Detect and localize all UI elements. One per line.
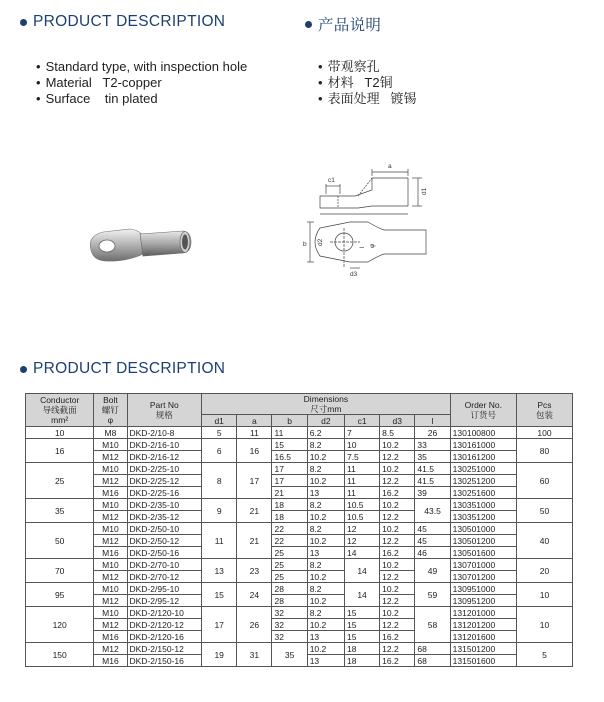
table-cell: 12.2 <box>380 619 415 631</box>
table-cell: 8.2 <box>307 583 344 595</box>
table-row <box>26 559 573 571</box>
table-cell: 8.2 <box>307 499 344 511</box>
table-cell: DKD-2/35-10 <box>127 499 202 511</box>
table-cell: 25 <box>26 463 94 499</box>
table-cell: 18 <box>344 643 379 655</box>
table-cell: 10.2 <box>307 643 344 655</box>
table-cell: DKD-2/120-12 <box>127 619 202 631</box>
table-cell: 8.2 <box>307 463 344 475</box>
table-cell: 8.2 <box>307 607 344 619</box>
table-cell: M10 <box>94 439 127 451</box>
table-cell: 17 <box>272 463 307 475</box>
table-cell: 13 <box>307 547 344 559</box>
drawing-label-phi: φ <box>369 243 376 248</box>
table-cell: 131201200 <box>450 619 516 631</box>
table-cell: M12 <box>94 451 127 463</box>
table-cell: 130501600 <box>450 547 516 559</box>
table-cell: 25 <box>272 547 307 559</box>
table-cell: DKD-2/16-10 <box>127 439 202 451</box>
table-cell: 11 <box>237 427 272 439</box>
table-cell: 50 <box>516 499 572 523</box>
table-row <box>26 499 573 511</box>
bullet-dot-icon <box>305 21 312 28</box>
table-cell: 15 <box>202 583 237 607</box>
table-row <box>26 451 573 463</box>
table-cell: 14 <box>344 547 379 559</box>
table-cell: 7 <box>344 427 379 439</box>
drawing-label-d1: d1 <box>421 187 428 195</box>
table-row <box>26 547 573 559</box>
table-cell: 25 <box>272 571 307 583</box>
table-cell: 43.5 <box>415 499 450 523</box>
table-cell: 130951200 <box>450 595 516 607</box>
table-cell: 131501200 <box>450 643 516 655</box>
table-cell: 58 <box>415 607 450 643</box>
table-cell: 13 <box>202 559 237 583</box>
table-cell: 70 <box>26 559 94 583</box>
table-cell: DKD-2/50-16 <box>127 547 202 559</box>
table-cell: 50 <box>26 523 94 559</box>
table-cell: 150 <box>26 643 94 667</box>
table-cell: M16 <box>94 631 127 643</box>
bullet-dot-icon <box>20 19 27 26</box>
table-cell: DKD-2/50-10 <box>127 523 202 535</box>
table-cell: 45 <box>415 523 450 535</box>
table-cell: DKD-2/16-12 <box>127 451 202 463</box>
table-row <box>26 523 573 535</box>
table-cell: 6.2 <box>307 427 344 439</box>
table-cell: DKD-2/150-12 <box>127 643 202 655</box>
table-cell: 8.2 <box>307 439 344 451</box>
table-cell: M16 <box>94 487 127 499</box>
table-cell: M12 <box>94 535 127 547</box>
table-row <box>26 475 573 487</box>
table-cell: 12 <box>344 535 379 547</box>
table-cell: 5 <box>516 643 572 667</box>
table-cell: DKD-2/120-16 <box>127 631 202 643</box>
table-cell: 10.2 <box>307 595 344 607</box>
section-title-cn <box>305 13 381 35</box>
table-cell: M10 <box>94 559 127 571</box>
table-cell: 131201600 <box>450 631 516 643</box>
feature-cn-item: • 材料 T2铜 <box>318 75 416 91</box>
table-cell: 8.2 <box>307 523 344 535</box>
table-cell: 39 <box>415 487 450 499</box>
table-cell: 7.5 <box>344 451 379 463</box>
table-cell: 28 <box>272 595 307 607</box>
table-cell: 130501200 <box>450 535 516 547</box>
table-cell: 68 <box>415 643 450 655</box>
table-cell: 10.2 <box>380 559 415 571</box>
table-cell: 80 <box>516 439 572 463</box>
table-cell: M12 <box>94 511 127 523</box>
table-cell: 12 <box>344 523 379 535</box>
table-cell: 10.2 <box>380 463 415 475</box>
table-row <box>26 607 573 619</box>
table-cell: 130161000 <box>450 439 516 451</box>
table-cell: DKD-2/25-16 <box>127 487 202 499</box>
table-cell: 130701000 <box>450 559 516 571</box>
table-cell: 49 <box>415 559 450 583</box>
table-cell: 18 <box>272 499 307 511</box>
table-cell: 68 <box>415 655 450 667</box>
table-cell: M10 <box>94 463 127 475</box>
table-cell: 32 <box>272 607 307 619</box>
table-cell: 12.2 <box>380 643 415 655</box>
table-cell: 130701200 <box>450 571 516 583</box>
drawing-label-c1: c1 <box>328 177 335 184</box>
table-cell: 10 <box>516 583 572 607</box>
table-cell: 12.2 <box>380 451 415 463</box>
table-cell: 12.2 <box>380 595 415 607</box>
table-cell: 21 <box>272 487 307 499</box>
table-cell: 10.2 <box>380 523 415 535</box>
table-cell: 46 <box>415 547 450 559</box>
features-cn-list <box>318 59 416 107</box>
table-cell: M12 <box>94 619 127 631</box>
table-row <box>26 571 573 583</box>
table-cell: 13 <box>307 655 344 667</box>
header-dimensions: Dimensions 尺寸mm <box>202 394 451 415</box>
table-row <box>26 511 573 523</box>
table-header-row <box>26 394 573 415</box>
table-row <box>26 463 573 475</box>
table-cell: 10.2 <box>307 511 344 523</box>
table-cell: 11 <box>202 523 237 559</box>
table-cell: DKD-2/70-10 <box>127 559 202 571</box>
table-cell: M12 <box>94 571 127 583</box>
table-cell: 130161200 <box>450 451 516 463</box>
table-cell: M10 <box>94 607 127 619</box>
table-row <box>26 427 573 439</box>
header-order: Order No. 订货号 <box>450 394 516 427</box>
spec-table <box>25 393 573 667</box>
table-cell: 17 <box>237 463 272 499</box>
table-cell: DKD-2/50-12 <box>127 535 202 547</box>
table-cell: 35 <box>272 643 307 667</box>
table-cell: 11 <box>344 463 379 475</box>
table-cell: 25 <box>272 559 307 571</box>
table-cell: 10.2 <box>380 499 415 511</box>
table-cell: 10 <box>516 607 572 643</box>
table-cell: 10.2 <box>307 619 344 631</box>
table-cell: 130351200 <box>450 511 516 523</box>
table-cell: 45 <box>415 535 450 547</box>
section-title-en <box>20 13 225 31</box>
table-cell: 130251200 <box>450 475 516 487</box>
table-cell: 20 <box>516 559 572 583</box>
table-cell: DKD-2/95-10 <box>127 583 202 595</box>
header-d2: d2 <box>307 415 344 427</box>
table-cell: 26 <box>415 427 450 439</box>
table-cell: 10 <box>26 427 94 439</box>
table-cell: 14 <box>344 583 379 607</box>
header-a: a <box>237 415 272 427</box>
table-row <box>26 619 573 631</box>
table-cell: 130951000 <box>450 583 516 595</box>
feature-cn-item: • 带观察孔 <box>318 59 416 75</box>
table-cell: 22 <box>272 523 307 535</box>
table-cell: M10 <box>94 523 127 535</box>
drawing-label-a: a <box>388 163 392 170</box>
table-cell: 12.2 <box>380 511 415 523</box>
cable-lug-photo <box>85 220 195 270</box>
table-cell: 131201000 <box>450 607 516 619</box>
table-cell: 131501600 <box>450 655 516 667</box>
table-cell: 16 <box>237 439 272 463</box>
table-cell: DKD-2/70-12 <box>127 571 202 583</box>
table-cell: 16.2 <box>380 487 415 499</box>
table-cell: 5 <box>202 427 237 439</box>
table-cell: 120 <box>26 607 94 643</box>
table-cell: 17 <box>272 475 307 487</box>
table-cell: 130351000 <box>450 499 516 511</box>
drawing-label-d3: d3 <box>350 271 358 278</box>
table-row <box>26 583 573 595</box>
table-cell: 16.2 <box>380 547 415 559</box>
drawing-label-b: b <box>303 241 307 248</box>
feature-cn-item: • 表面处理 镀锡 <box>318 91 416 107</box>
table-cell: 59 <box>415 583 450 607</box>
table-cell: M12 <box>94 475 127 487</box>
table-cell: 10.2 <box>380 607 415 619</box>
technical-drawing <box>300 160 460 280</box>
table-cell: 10.2 <box>307 571 344 583</box>
table-cell: 9 <box>202 499 237 523</box>
section2-title <box>20 360 225 378</box>
header-b: b <box>272 415 307 427</box>
section-title-cn-text: 产品说明 <box>318 17 382 34</box>
header-bolt: Bolt 螺钉 φ <box>94 394 127 427</box>
table-cell: 60 <box>516 463 572 499</box>
table-cell: M12 <box>94 643 127 655</box>
table-cell: 26 <box>237 607 272 643</box>
table-cell: 21 <box>237 499 272 523</box>
table-cell: 10.2 <box>380 439 415 451</box>
table-cell: 15 <box>344 631 379 643</box>
table-cell: 18 <box>344 655 379 667</box>
table-cell: M12 <box>94 595 127 607</box>
table-cell: M16 <box>94 547 127 559</box>
drawing-label-l: l <box>359 246 366 248</box>
header-d3: d3 <box>380 415 415 427</box>
header-part: Part No 规格 <box>127 394 202 427</box>
table-cell: DKD-2/150-16 <box>127 655 202 667</box>
table-cell: M16 <box>94 655 127 667</box>
table-row <box>26 439 573 451</box>
table-cell: 15 <box>344 607 379 619</box>
table-cell: 10 <box>344 439 379 451</box>
table-row <box>26 643 573 655</box>
table-cell: 16 <box>26 439 94 463</box>
table-cell: 19 <box>202 643 237 667</box>
table-cell: 22 <box>272 535 307 547</box>
table-cell: 28 <box>272 583 307 595</box>
table-cell: DKD-2/25-12 <box>127 475 202 487</box>
table-cell: 6 <box>202 439 237 463</box>
table-cell: 33 <box>415 439 450 451</box>
table-cell: 35 <box>415 451 450 463</box>
table-cell: 16.2 <box>380 631 415 643</box>
table-cell: 31 <box>237 643 272 667</box>
table-cell: 11 <box>344 475 379 487</box>
table-cell: 21 <box>237 523 272 559</box>
table-cell: 18 <box>272 511 307 523</box>
table-cell: 41.5 <box>415 463 450 475</box>
table-row <box>26 535 573 547</box>
section2-title-text: PRODUCT DESCRIPTION <box>33 360 226 377</box>
table-cell: 130501000 <box>450 523 516 535</box>
table-cell: 11 <box>272 427 307 439</box>
table-cell: 10.2 <box>307 451 344 463</box>
table-cell: 32 <box>272 619 307 631</box>
table-cell: 35 <box>26 499 94 523</box>
header-conductor: Conductor 导线截面 mm² <box>26 394 94 427</box>
table-cell: 12.2 <box>380 475 415 487</box>
feature-en-item: • Material T2-copper <box>36 75 247 91</box>
table-cell: 8 <box>202 463 237 499</box>
table-cell: M8 <box>94 427 127 439</box>
feature-en-item: • Standard type, with inspection hole <box>36 59 247 75</box>
header-pcs: Pcs 包装 <box>516 394 572 427</box>
table-cell: DKD-2/120-10 <box>127 607 202 619</box>
header-c1: c1 <box>344 415 379 427</box>
table-row <box>26 595 573 607</box>
features-en-list <box>36 59 247 107</box>
table-cell: 10.2 <box>307 475 344 487</box>
table-cell: 41.5 <box>415 475 450 487</box>
table-cell: 13 <box>307 631 344 643</box>
table-cell: 23 <box>237 559 272 583</box>
drawing-label-d2: d2 <box>317 238 324 246</box>
header-l: l <box>415 415 450 427</box>
table-cell: 15 <box>272 439 307 451</box>
table-cell: 130100800 <box>450 427 516 439</box>
table-cell: 10.5 <box>344 511 379 523</box>
table-cell: 24 <box>237 583 272 607</box>
table-cell: 10.5 <box>344 499 379 511</box>
table-cell: 130251000 <box>450 463 516 475</box>
feature-en-item: • Surface tin plated <box>36 91 247 107</box>
table-cell: 10.2 <box>380 583 415 595</box>
table-cell: 8.5 <box>380 427 415 439</box>
table-cell: 10.2 <box>307 535 344 547</box>
table-cell: 100 <box>516 427 572 439</box>
table-cell: DKD-2/95-12 <box>127 595 202 607</box>
table-cell: M10 <box>94 583 127 595</box>
table-row <box>26 631 573 643</box>
table-cell: 15 <box>344 619 379 631</box>
table-cell: 16.2 <box>380 655 415 667</box>
table-cell: 13 <box>307 487 344 499</box>
table-cell: 17 <box>202 607 237 643</box>
table-cell: 14 <box>344 559 379 583</box>
table-cell: 32 <box>272 631 307 643</box>
table-cell: 130251600 <box>450 487 516 499</box>
section-title-en-text: PRODUCT DESCRIPTION <box>33 13 226 30</box>
table-cell: 8.2 <box>307 559 344 571</box>
bullet-dot-icon <box>20 366 27 373</box>
table-cell: DKD-2/35-12 <box>127 511 202 523</box>
table-cell: 11 <box>344 487 379 499</box>
table-cell: 16.5 <box>272 451 307 463</box>
table-cell: 12.2 <box>380 535 415 547</box>
table-row <box>26 487 573 499</box>
header-d1: d1 <box>202 415 237 427</box>
table-cell: DKD-2/10-8 <box>127 427 202 439</box>
table-cell: 12.2 <box>380 571 415 583</box>
table-cell: DKD-2/25-10 <box>127 463 202 475</box>
table-cell: 95 <box>26 583 94 607</box>
table-cell: 40 <box>516 523 572 559</box>
table-cell: M10 <box>94 499 127 511</box>
